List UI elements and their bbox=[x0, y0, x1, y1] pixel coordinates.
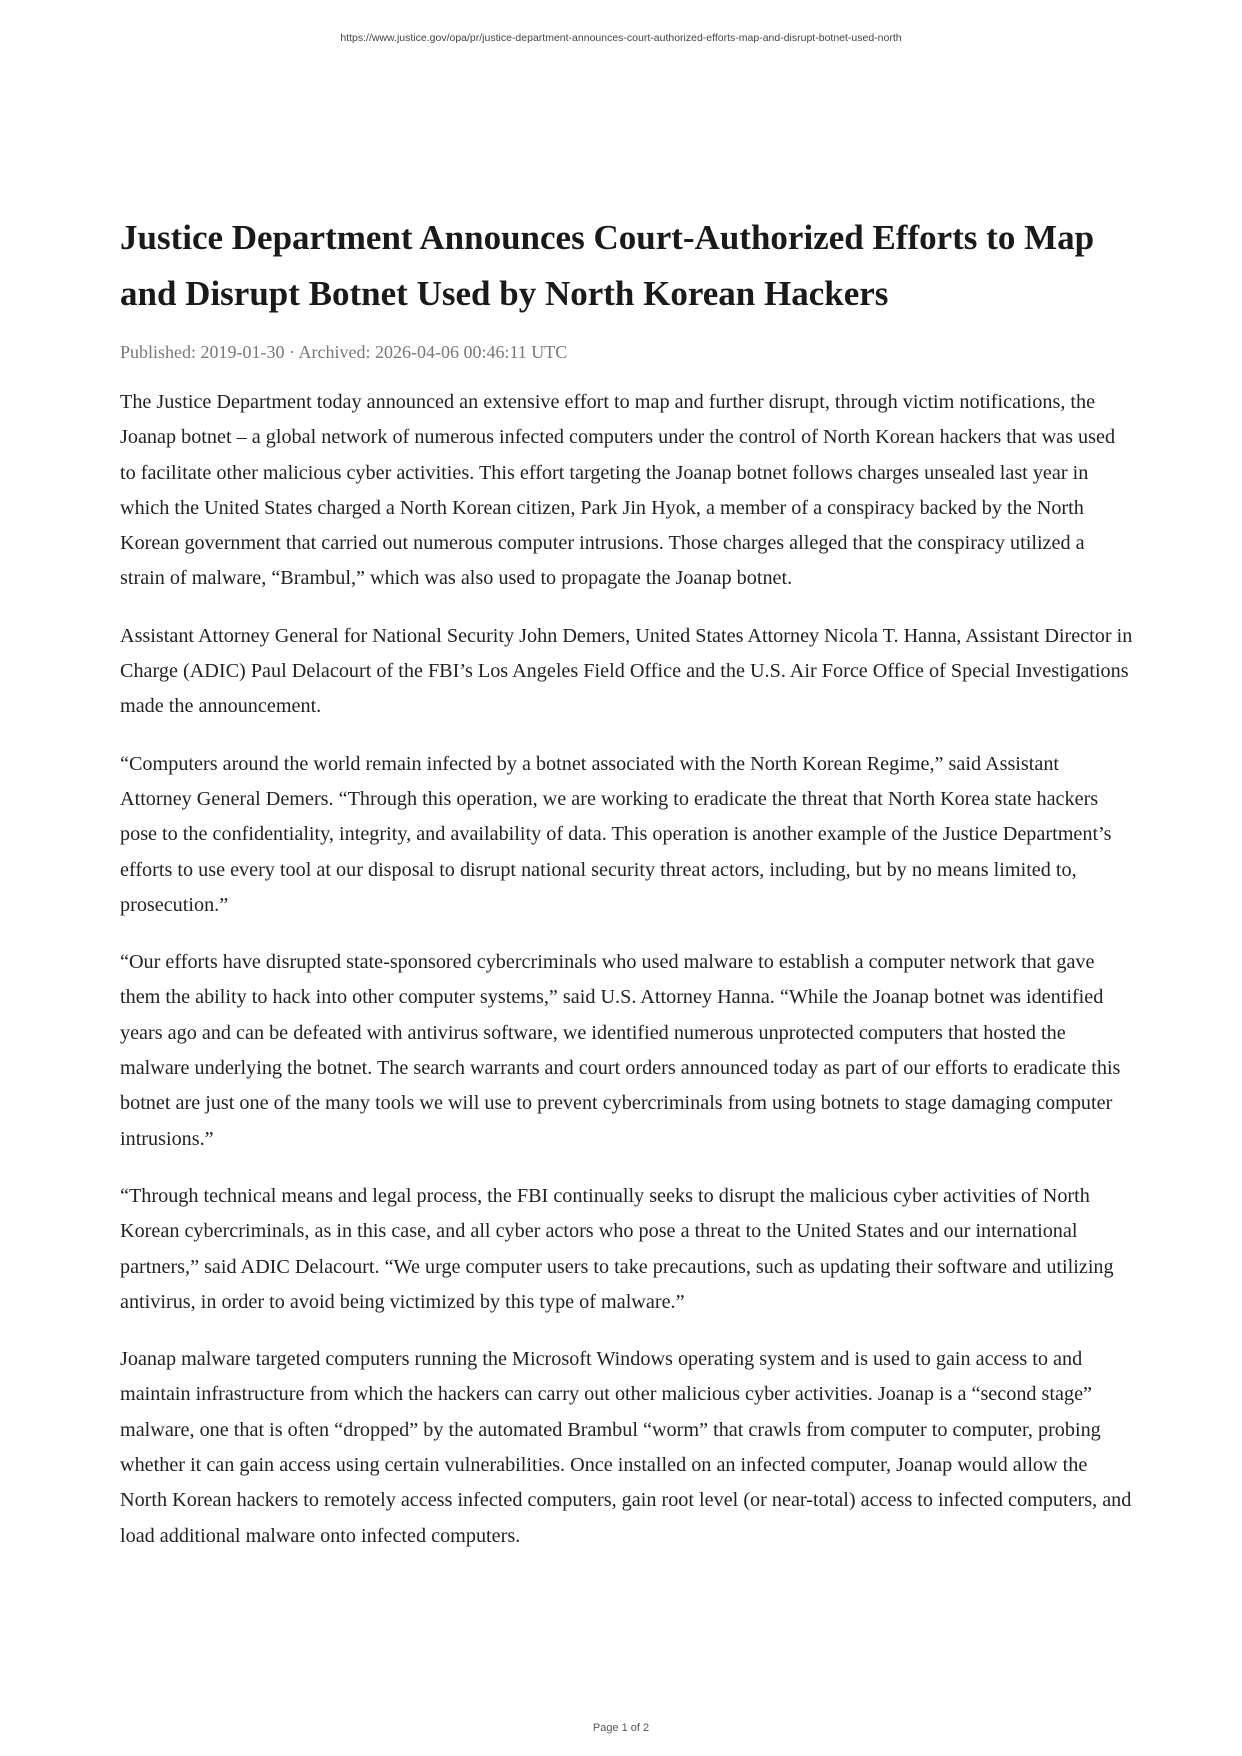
paragraph: Joanap malware targeted computers running the Microsoft Windows operating system and is used to gain access to and maintain infrastructure from which the hackers can carry out other malicious cyber activities. Joanap is a “second stage” malware, one that is often “dropped” by the automated Brambul “worm” that crawls from computer to computer, probing whether it can gain access using certain vulnerabilities. Once installed on an infected computer, Joanap would allow the North Korean hackers to remotely access infected computers, gain root level (or near-total) access to infected computers, and load additional malware onto infected computers. bbox=[120, 1348, 1132, 1547]
page-url: https://www.justice.gov/opa/pr/justice-department-announces-court-authorized-efforts-map-and-disrupt-botnet-used-north bbox=[340, 32, 902, 44]
article bbox=[120, 210, 1134, 1576]
paragraph: The Justice Department today announced an extensive effort to map and further disrupt, through victim notifications, the Joanap botnet – a global network of numerous infected computers under the control of North Korean hackers that was used to facilitate other malicious cyber activities. This effort targeting the Joanap botnet follows charges unsealed last year in which the United States charged a North Korean citizen, Park Jin Hyok, a member of a conspiracy backed by the North Korean government that carried out numerous computer intrusions. Those charges alleged that the conspiracy utilized a strain of malware, “Brambul,” which was also used to propagate the Joanap botnet. bbox=[120, 391, 1116, 590]
page-number: Page 1 of 2 bbox=[592, 1722, 650, 1734]
paragraph: “Through technical means and legal process, the FBI continually seeks to disrupt the malicious cyber activities of North Korean cybercriminals, as in this case, and all cyber actors who pose a threat to the United States and our international partners,” said ADIC Delacourt. “We urge computer users to take precautions, such as updating their software and utilizing antivirus, in order to avoid being victimized by this type of malware.” bbox=[120, 1184, 1114, 1313]
article-title: Justice Department Announces Court-Authorized Efforts to Map and Disrupt Botnet Used by North Korean Hackers bbox=[120, 218, 1095, 313]
paragraph: “Our efforts have disrupted state-sponsored cybercriminals who used malware to establish a computer network that gave them the ability to hack into other computer systems,” said U.S. Attorney Hanna. “While the Joanap botnet was identified years ago and can be defeated with antivirus software, we identified numerous unprotected computers that hosted the malware underlying the botnet. The search warrants and court orders announced today as part of our efforts to eradicate this botnet are just one of the many tools we will use to prevent cybercriminals from using botnets to stage damaging computer intrusions.” bbox=[120, 951, 1121, 1150]
article-body bbox=[120, 385, 1134, 1554]
paragraph: Assistant Attorney General for National Security John Demers, United States Attorney Nicola T. Hanna, Assistant Director in Charge (ADIC) Paul Delacourt of the FBI’s Los Angeles Field Office and the U.S. Air Force Office of Special Investigations made the announcement. bbox=[120, 624, 1133, 718]
publish-meta: Published: 2019-01-30 · Archived: 2026-04-06 00:46:11 UTC bbox=[120, 342, 568, 362]
paragraph: “Computers around the world remain infected by a botnet associated with the North Korean Regime,” said Assistant Attorney General Demers. “Through this operation, we are working to eradicate the threat that North Korea state hackers pose to the confidentiality, integrity, and availability of data. This operation is another example of the Justice Department’s efforts to use every tool at our disposal to disrupt national security threat actors, including, but by no means limited to, prosecution.” bbox=[120, 752, 1112, 916]
